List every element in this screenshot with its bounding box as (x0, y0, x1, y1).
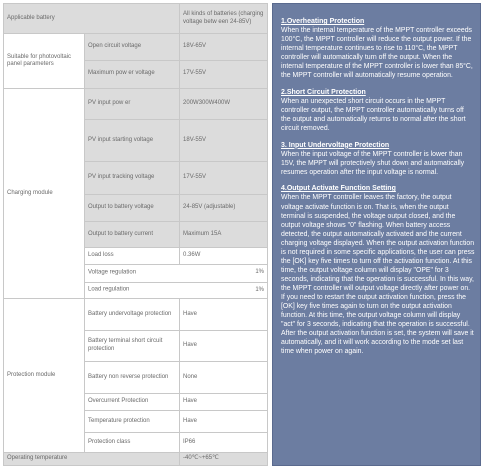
protection-class-label: Protection class (85, 433, 180, 453)
section-title: 4.Output Activate Function Setting (281, 185, 396, 193)
pv-input-tracking-label: PV input tracking voltage (85, 162, 180, 194)
table-row (4, 299, 268, 330)
undervoltage-value: Have (180, 299, 268, 330)
table-row (4, 34, 268, 60)
load-regulation-label: Load regulation (88, 286, 130, 293)
table-row (4, 453, 268, 466)
non-reverse-label: Battery non reverse protection (85, 362, 180, 393)
voltage-regulation-label: Voltage regulation (88, 269, 137, 276)
open-circuit-label: Open circuit voltage (85, 34, 180, 60)
section-title: 2.Short Circuit Protection (281, 88, 366, 96)
table-row (4, 88, 268, 119)
load-regulation-cell (85, 282, 268, 299)
pv-input-starting-label: PV input starting voltage (85, 120, 180, 162)
section-body: When an unexpected short circuit occurs in the MPPT controller output, the MPPT controller automatically turns off the output and automatically returns to normal after the short circuit removed. (281, 97, 466, 133)
short-circuit-section (281, 88, 475, 133)
output-battery-voltage-label: Output to battery voltage (85, 194, 180, 221)
max-power-voltage-value: 17V-55V (180, 60, 268, 88)
input-undervoltage-section (281, 141, 475, 177)
section-body: When the MPPT controller leaves the factory, the output voltage activate function is on. That is, when the output terminal is suspended, the voltage output closed, and the output voltage shows "0" flashing. When battery access detected, the output automatically activated and the current charging voltage displayed. When the output activation function is not required in some specific applications, the user can press the [OK] key five times to turn off the activation function. At this time, the output voltage column will display "OPE" for 3 seconds, indicating that the operation is successful. In this way, the MPPT controller will output voltage directly after power on. If you need to restart the output activation function, press the [OK] key five times again to turn on the output activation function. At this time, the output voltage column will display "act" for 3 seconds, indicating that the operation is successful. After the output activation function is set, the system will save it automatically, and it will work according to the mode set last time when power on again. (281, 194, 475, 356)
charging-group-label: Charging module (4, 88, 85, 299)
max-power-voltage-label: Maximum pow er voltage (85, 60, 180, 88)
protection-info-panel (272, 3, 481, 466)
non-reverse-value: None (180, 362, 268, 393)
pv-input-starting-value: 18V-55V (180, 120, 268, 162)
spec-table (3, 3, 268, 466)
output-battery-current-label: Output to battery current (85, 221, 180, 247)
overcurrent-value: Have (180, 393, 268, 411)
load-loss-label: Load loss (85, 248, 180, 265)
section-title: 1.Overheating Protection (281, 18, 365, 25)
suitable-group-label: Suitable for photovoltaic panel parameters (4, 34, 85, 88)
open-circuit-value: 18V-65V (180, 34, 268, 60)
short-circuit-label: Battery terminal short circuit protection (85, 330, 180, 361)
section-title: 3. Input Undervoltage Protection (281, 141, 390, 149)
applicable-battery-value: All kinds of batteries (charging voltage betw een 24-85V) (180, 4, 268, 34)
operating-temperature-label: Operating temperature (4, 453, 180, 466)
protection-class-value: IP66 (180, 433, 268, 453)
temperature-value: Have (180, 411, 268, 433)
pv-input-power-label: PV input pow er (85, 88, 180, 119)
voltage-regulation-cell (85, 264, 268, 282)
table-row (4, 4, 268, 34)
load-loss-value: 0.36W (180, 248, 268, 265)
voltage-regulation-value: 1% (255, 269, 265, 276)
section-body: When the input voltage of the MPPT controller is lower than 15V, the MPPT will protectively shut down and automatically resumes operation after the input voltage is normal. (281, 150, 465, 176)
pv-input-power-value: 200W300W400W (180, 88, 268, 119)
protection-group-label: Protection module (4, 299, 85, 453)
output-activate-section (281, 184, 475, 356)
section-body: When the internal temperature of the MPPT controller exceeds 100°C, the MPPT controller will reduce the output power. If the internal temperature continues to rise to 110°C, the MPPT controller will automatically turn off the output. When the internal temperature of the MPPT controller is lower than 85°C, the MPPT controller will automatically resume operation. (281, 27, 473, 80)
short-circuit-value: Have (180, 330, 268, 361)
undervoltage-label: Battery undervoltage protection (85, 299, 180, 330)
pv-input-tracking-value: 17V-55V (180, 162, 268, 194)
applicable-battery-label: Applicable battery (4, 4, 180, 34)
overcurrent-label: Overcurrent Protection (85, 393, 180, 411)
output-battery-current-value: Maximum 15A (180, 221, 268, 247)
temperature-label: Temperature protection (85, 411, 180, 433)
output-battery-voltage-value: 24-85V (adjustable) (180, 194, 268, 221)
load-regulation-value: 1% (255, 286, 265, 293)
overheating-section (281, 17, 475, 80)
operating-temperature-value: -40℃~+65℃ (180, 453, 268, 466)
